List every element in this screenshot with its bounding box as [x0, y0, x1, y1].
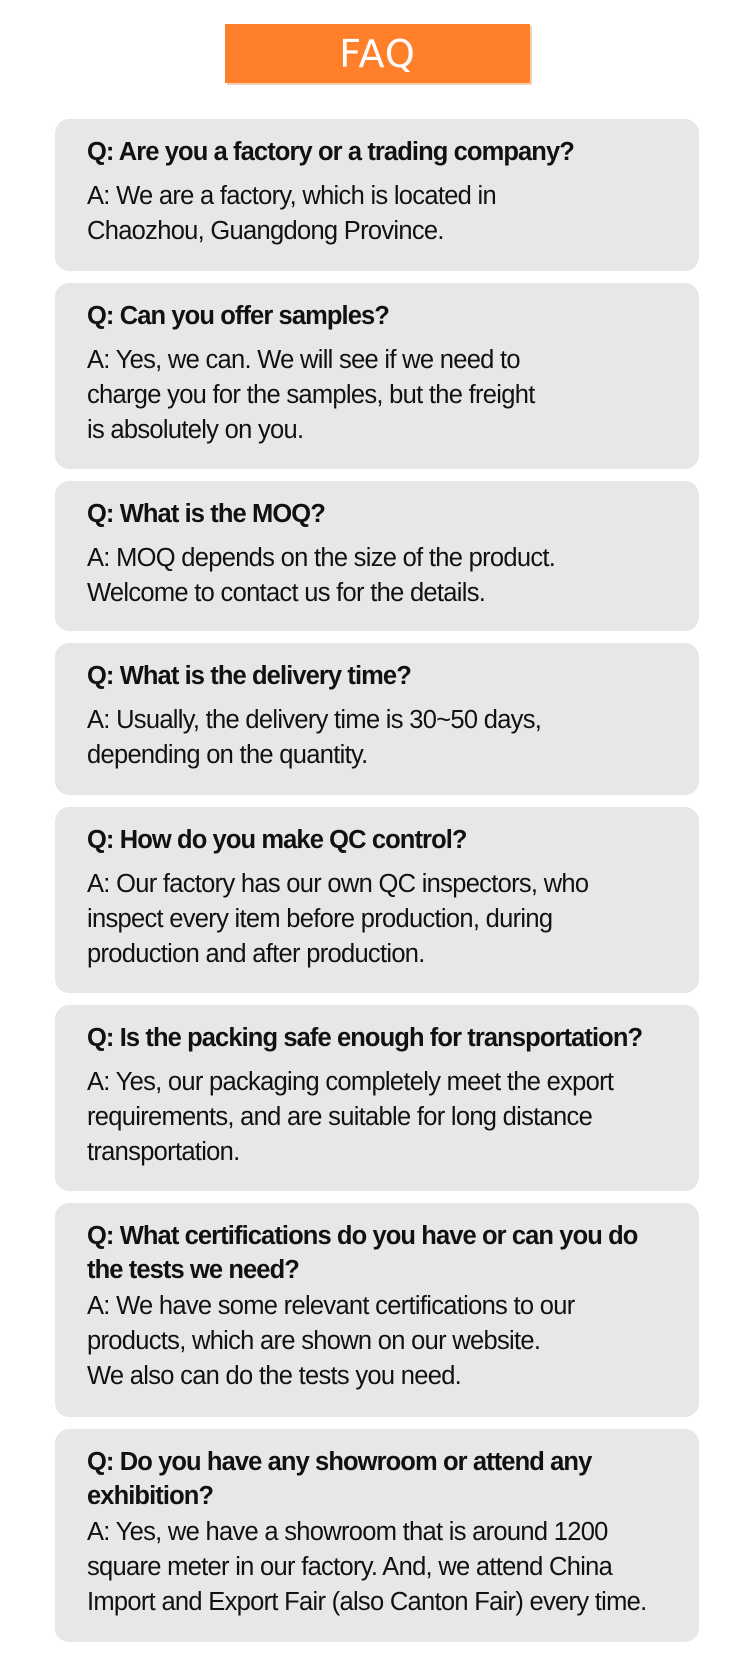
faq-answer: A: We are a factory, which is located in Chaozhou, Guangdong Province. [87, 182, 496, 245]
faq-question: Q: Can you offer samples? [87, 302, 389, 330]
faq-answer: A: Usually, the delivery time is 30~50 days, depending on the quantity. [87, 706, 542, 769]
faq-answer: A: Yes, our packaging completely meet the export requirements, and are suitable for long distance transportation. [87, 1068, 614, 1166]
faq-answer: A: We have some relevant certifications to our products, which are shown on our website. We also can do the tests you need. [87, 1292, 575, 1390]
faq-answer: A: Yes, we can. We will see if we need to charge you for the samples, but the freight is absolutely on you. [87, 346, 535, 444]
faq-header [225, 24, 530, 83]
faq-item [55, 283, 699, 469]
faq-question: Q: What certifications do you have or can you do the tests we need? [87, 1222, 638, 1284]
faq-question: Q: Are you a factory or a trading company? [87, 138, 574, 166]
faq-question: Q: Is the packing safe enough for transportation? [87, 1024, 643, 1052]
faq-answer: A: Yes, we have a showroom that is around 1200 square meter in our factory. And, we attend China Import and Export Fair (also Canton Fair) every time. [87, 1518, 647, 1616]
faq-question: Q: How do you make QC control? [87, 826, 467, 854]
faq-item [55, 643, 699, 795]
faq-item [55, 119, 699, 271]
faq-item [55, 807, 699, 993]
faq-question: Q: What is the delivery time? [87, 662, 411, 690]
faq-item [55, 1005, 699, 1191]
faq-item [55, 1429, 699, 1642]
faq-answer: A: Our factory has our own QC inspectors, who inspect every item before production, during production and after production. [87, 870, 589, 968]
faq-title: FAQ [339, 31, 416, 76]
faq-item [55, 481, 699, 631]
faq-answer: A: MOQ depends on the size of the product. Welcome to contact us for the details. [87, 544, 556, 607]
faq-question: Q: Do you have any showroom or attend any exhibition? [87, 1448, 592, 1510]
faq-question: Q: What is the MOQ? [87, 500, 325, 528]
faq-item [55, 1203, 699, 1417]
